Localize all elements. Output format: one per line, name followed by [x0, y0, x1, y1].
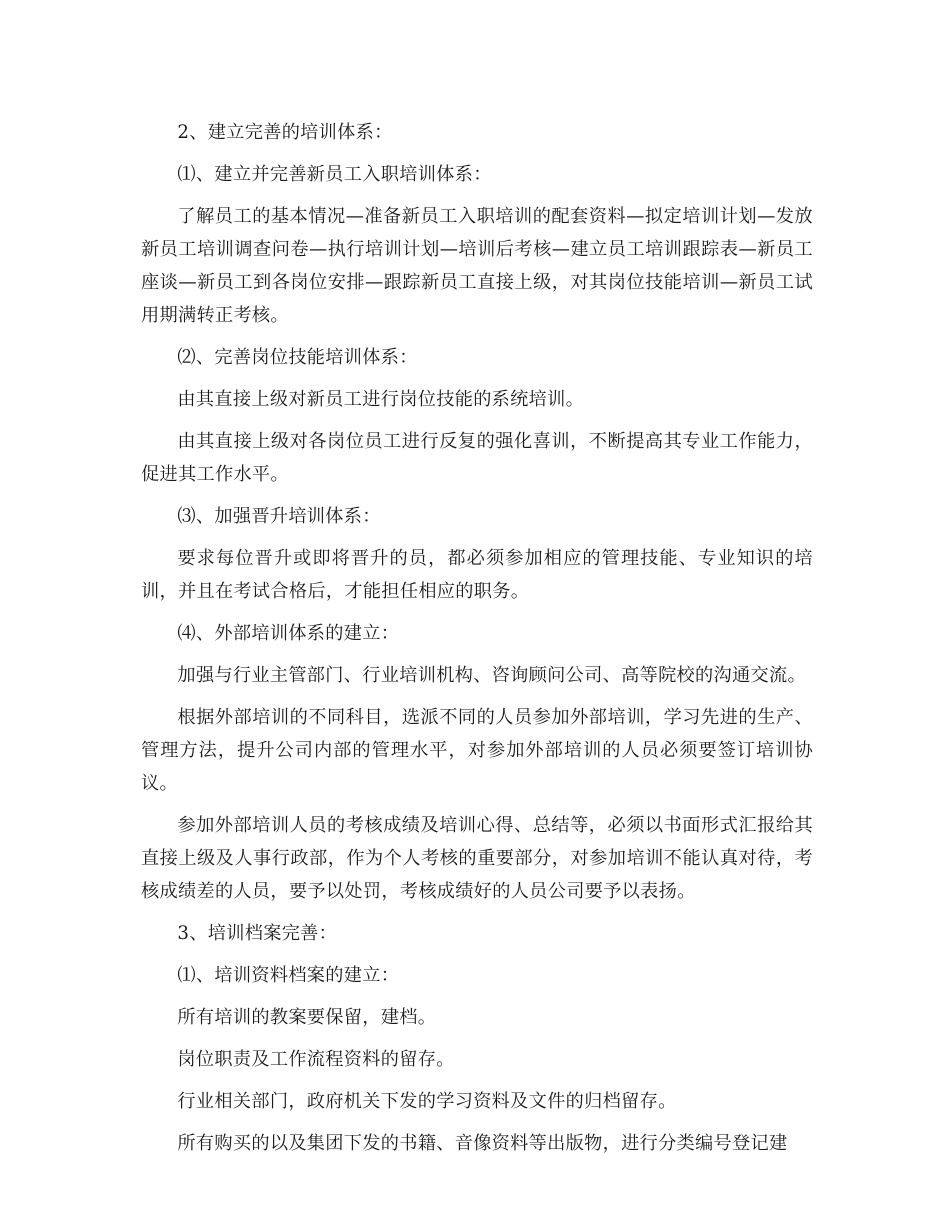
paragraph-archive-job-duties: 岗位职责及工作流程资料的留存。: [177, 1049, 455, 1070]
paragraph-skill-training-new: 由其直接上级对新员工进行岗位技能的系统培训。: [177, 389, 585, 410]
paragraph-promotion-training: 要求每位晋升或即将晋升的员，都必须参加相应的管理技能、专业知识的培训，并且在考试合格后，才能担任相应的职务。: [141, 548, 813, 602]
section-heading-training-archive: 3、培训档案完善：: [177, 923, 338, 944]
document-page: [141, 116, 813, 1169]
paragraph-new-employee-process: 了解员工的基本情况—准备新员工入职培训的配套资料—拟定培训计划—发放新员工培训调查问卷—执行培训计划—培训后考核—建立员工培训跟踪表—新员工座谈—新员工到各岗位安排—跟踪新员工直接上级，对其岗位技能培训—新员工试用期满转正考核。: [141, 206, 813, 326]
subheading-new-employee-training: ⑴、建立并完善新员工入职培训体系：: [177, 164, 492, 185]
paragraph-external-selection: 根据外部培训的不同科目，选派不同的人员参加外部培训，学习先进的生产、管理方法，提升公司内部的管理水平，对参加外部培训的人员必须要签订培训协议。: [141, 707, 813, 794]
section-heading-training-system: 2、建立完善的培训体系：: [177, 122, 393, 143]
paragraph-archive-government-docs: 行业相关部门，政府机关下发的学习资料及文件的归档留存。: [177, 1091, 677, 1112]
subheading-skill-training: ⑵、完善岗位技能培训体系：: [177, 347, 418, 368]
subheading-promotion-training: ⑶、加强晋升培训体系：: [177, 506, 381, 527]
subheading-external-training: ⑷、外部培训体系的建立：: [177, 623, 400, 644]
paragraph-skill-training-reinforce: 由其直接上级对各岗位员工进行反复的强化喜训，不断提高其专业工作能力，促进其工作水平。: [141, 431, 813, 485]
paragraph-external-assessment: 参加外部培训人员的考核成绩及培训心得、总结等，必须以书面形式汇报给其直接上级及人事行政部，作为个人考核的重要部分，对参加培训不能认真对待，考核成绩差的人员，要予以处罚，考核成绩好的人员公司要予以表扬。: [141, 815, 813, 902]
paragraph-external-communication: 加强与行业主管部门、行业培训机构、咨询顾问公司、高等院校的沟通交流。: [177, 665, 806, 686]
paragraph-archive-lesson-plans: 所有培训的教案要保留，建档。: [177, 1007, 437, 1028]
subheading-archive-setup: ⑴、培训资料档案的建立：: [177, 965, 400, 986]
paragraph-archive-publications: 所有购买的以及集团下发的书籍、音像资料等出版物，进行分类编号登记建: [177, 1133, 788, 1154]
